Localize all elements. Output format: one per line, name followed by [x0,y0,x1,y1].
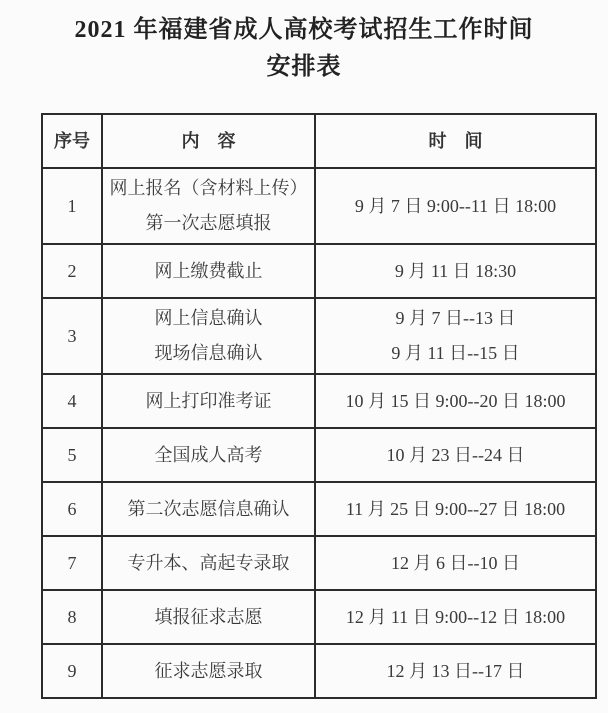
table-row [42,536,596,590]
schedule-table [41,113,597,699]
content-cell [102,168,315,244]
time-cell [315,374,596,428]
table-row [42,590,596,644]
table-header-row [42,114,596,168]
time-cell-line: 12 月 6 日--10 日 [391,552,520,573]
schedule-table-body [42,168,596,698]
content-cell-line: 现场信息确认 [154,343,263,363]
table-row [42,374,596,428]
content-cell [102,644,315,698]
time-cell [315,482,596,536]
content-cell [102,374,315,428]
row-number-cell-line: 2 [67,260,77,281]
row-number-cell [42,428,102,482]
row-number-cell-line: 9 [67,660,77,681]
content-cell [102,298,315,374]
time-cell [315,590,596,644]
row-number-cell-line: 6 [67,498,77,519]
content-cell-line: 第二次志愿信息确认 [127,498,290,519]
page-title-line-2: 安排表 [266,54,342,80]
table-row [42,298,596,374]
row-number-cell [42,644,102,698]
content-cell [102,590,315,644]
time-cell-line: 9 月 11 日 18:30 [394,260,517,281]
header-cell-content: 内 容 [102,114,315,168]
time-cell [315,168,596,244]
row-number-cell-line: 5 [67,444,77,465]
time-cell [315,244,596,298]
time-cell-line: 12 月 11 日 9:00--12 日 18:00 [345,606,566,627]
row-number-cell [42,374,102,428]
table-row [42,428,596,482]
table-row [42,168,596,244]
row-number-cell [42,298,102,374]
time-cell [315,298,596,374]
header-cell-number: 序号 [42,114,102,168]
content-cell [102,536,315,590]
row-number-cell [42,536,102,590]
time-cell-line: 9 月 11 日--15 日 [391,343,520,363]
table-row [42,482,596,536]
time-cell-line: 9 月 7 日--13 日 [395,308,516,328]
time-cell-line: 10 月 23 日--24 日 [386,444,525,465]
row-number-cell [42,590,102,644]
content-cell [102,244,315,298]
time-cell [315,536,596,590]
page-title [0,12,608,86]
time-cell [315,428,596,482]
row-number-cell-line: 4 [67,390,77,411]
content-cell-line: 填报征求志愿 [154,606,263,627]
time-cell-line: 10 月 15 日 9:00--20 日 18:00 [345,390,566,411]
content-cell-line: 网上信息确认 [154,308,263,328]
row-number-cell [42,482,102,536]
row-number-cell-line: 1 [67,195,77,216]
time-cell-line: 11 月 25 日 9:00--27 日 18:00 [345,498,566,519]
table-row [42,644,596,698]
row-number-cell-line: 8 [67,606,77,627]
row-number-cell [42,168,102,244]
page-title-line-1: 2021 年福建省成人高校考试招生工作时间 [74,17,534,43]
content-cell-line: 第一次志愿填报 [145,213,272,233]
content-cell [102,428,315,482]
content-cell-line: 网上缴费截止 [154,260,263,281]
row-number-cell-line: 3 [67,325,77,346]
table-row [42,244,596,298]
time-cell [315,644,596,698]
content-cell-line: 网上报名（含材料上传） [109,178,308,198]
content-cell [102,482,315,536]
row-number-cell [42,244,102,298]
header-cell-time: 时 间 [315,114,596,168]
row-number-cell-line: 7 [67,552,77,573]
content-cell-line: 全国成人高考 [154,444,263,465]
content-cell-line: 网上打印准考证 [145,390,272,411]
content-cell-line: 征求志愿录取 [154,660,263,681]
time-cell-line: 9 月 7 日 9:00--11 日 18:00 [354,195,557,216]
time-cell-line: 12 月 13 日--17 日 [386,660,525,681]
content-cell-line: 专升本、高起专录取 [127,552,290,573]
